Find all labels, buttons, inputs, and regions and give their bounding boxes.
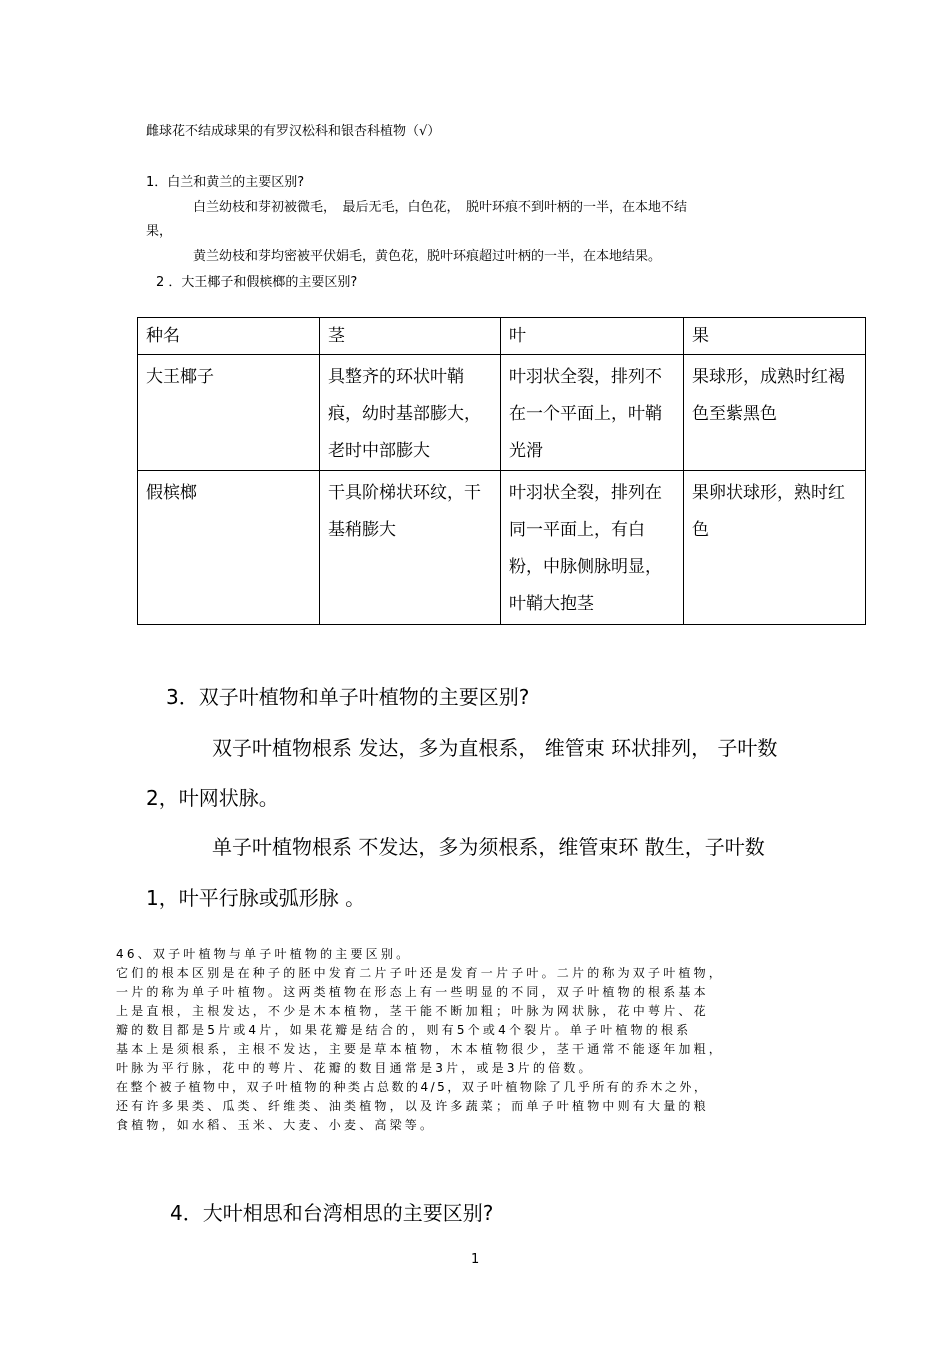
q46-line: 食植物，如水稻、玉米、大麦、小麦、高梁等。 (116, 1118, 436, 1132)
table-header-row (138, 318, 866, 355)
cell-stem: 干具阶梯状环纹，干基稍膨大 (320, 471, 501, 625)
q46-line: 它们的根本区别是在种子的胚中发育二片子叶还是发育一片子叶。二片的称为双子叶植物， (116, 966, 725, 980)
q1-line1: 白兰幼枝和芽初被微毛， 最后无毛，白色花， 脱叶环痕不到叶柄的一半，在本地不结 (193, 200, 688, 215)
q1-title: 1．白兰和黄兰的主要区别? (146, 175, 305, 190)
header-leaf: 叶 (501, 318, 684, 355)
q1-line2: 黄兰幼枝和芽均密被平伏娟毛，黄色花，脱叶环痕超过叶柄的一半，在本地结果。 (193, 249, 662, 264)
table-row (138, 355, 866, 471)
cell-species: 假槟榔 (138, 471, 320, 625)
cell-fruit: 果卵状球形，熟时红色 (684, 471, 866, 625)
q4-title: 4．大叶相思和台湾相思的主要区别? (170, 1201, 494, 1225)
header-species: 种名 (138, 318, 320, 355)
q3-p2-line2: 1，叶平行脉或弧形脉 。 (146, 886, 366, 910)
q46-line: 一片的称为单子叶植物。这两类植物在形态上有一些明显的不同，双子叶植物的根系基本 (116, 985, 709, 999)
q46-line: 46、双子叶植物与单子叶植物的主要区别。 (116, 947, 412, 961)
q46-line: 上是直根，主根发达，不少是木本植物，茎干能不断加粗；叶脉为网状脉，花中萼片、花 (116, 1004, 709, 1018)
q1-line1-cont: 果， (146, 224, 173, 239)
header-fruit: 果 (684, 318, 866, 355)
q3-p1-line1: 双子叶植物根系 发达，多为直根系， 维管束 环状排列， 子叶数 (212, 736, 778, 760)
page-number: 1 (471, 1252, 480, 1267)
cell-fruit: 果球形，成熟时红褐色至紫黑色 (684, 355, 866, 471)
table-row (138, 471, 866, 625)
q3-p2-line1: 单子叶植物根系 不发达，多为须根系，维管束环 散生，子叶数 (212, 835, 765, 859)
comparison-table (137, 317, 866, 625)
q2-title: 2 ．大王椰子和假槟榔的主要区别? (156, 275, 358, 290)
q46-line: 在整个被子植物中，双子叶植物的种类占总数的4/5，双子叶植物除了几乎所有的乔木之外， (116, 1080, 709, 1094)
q46-line: 瓣的数目都是5片或4片，如果花瓣是结合的，则有5个或4个裂片。单子叶植物的根系 (116, 1023, 692, 1037)
cell-leaf: 叶羽状全裂，排列在同一平面上，有白粉，中脉侧脉明显，叶鞘大抱茎 (501, 471, 684, 625)
intro-line: 雌球花不结成球果的有罗汉松科和银杏科植物（√） (146, 124, 441, 139)
header-stem: 茎 (320, 318, 501, 355)
q3-title: 3．双子叶植物和单子叶植物的主要区别? (166, 685, 530, 709)
cell-leaf: 叶羽状全裂，排列不在一个平面上，叶鞘光滑 (501, 355, 684, 471)
cell-species: 大王椰子 (138, 355, 320, 471)
q3-p1-line2: 2，叶网状脉。 (146, 786, 279, 810)
cell-stem: 具整齐的环状叶鞘痕，幼时基部膨大，老时中部膨大 (320, 355, 501, 471)
q46-line: 叶脉为平行脉，花中的萼片、花瓣的数目通常是3片，或是3片的倍数。 (116, 1061, 594, 1075)
q46-line: 还有许多果类、瓜类、纤维类、油类植物，以及许多蔬菜；而单子叶植物中则有大量的粮 (116, 1099, 709, 1113)
q46-line: 基本上是须根系，主根不发达，主要是草本植物，木本植物很少，茎干通常不能逐年加粗， (116, 1042, 725, 1056)
